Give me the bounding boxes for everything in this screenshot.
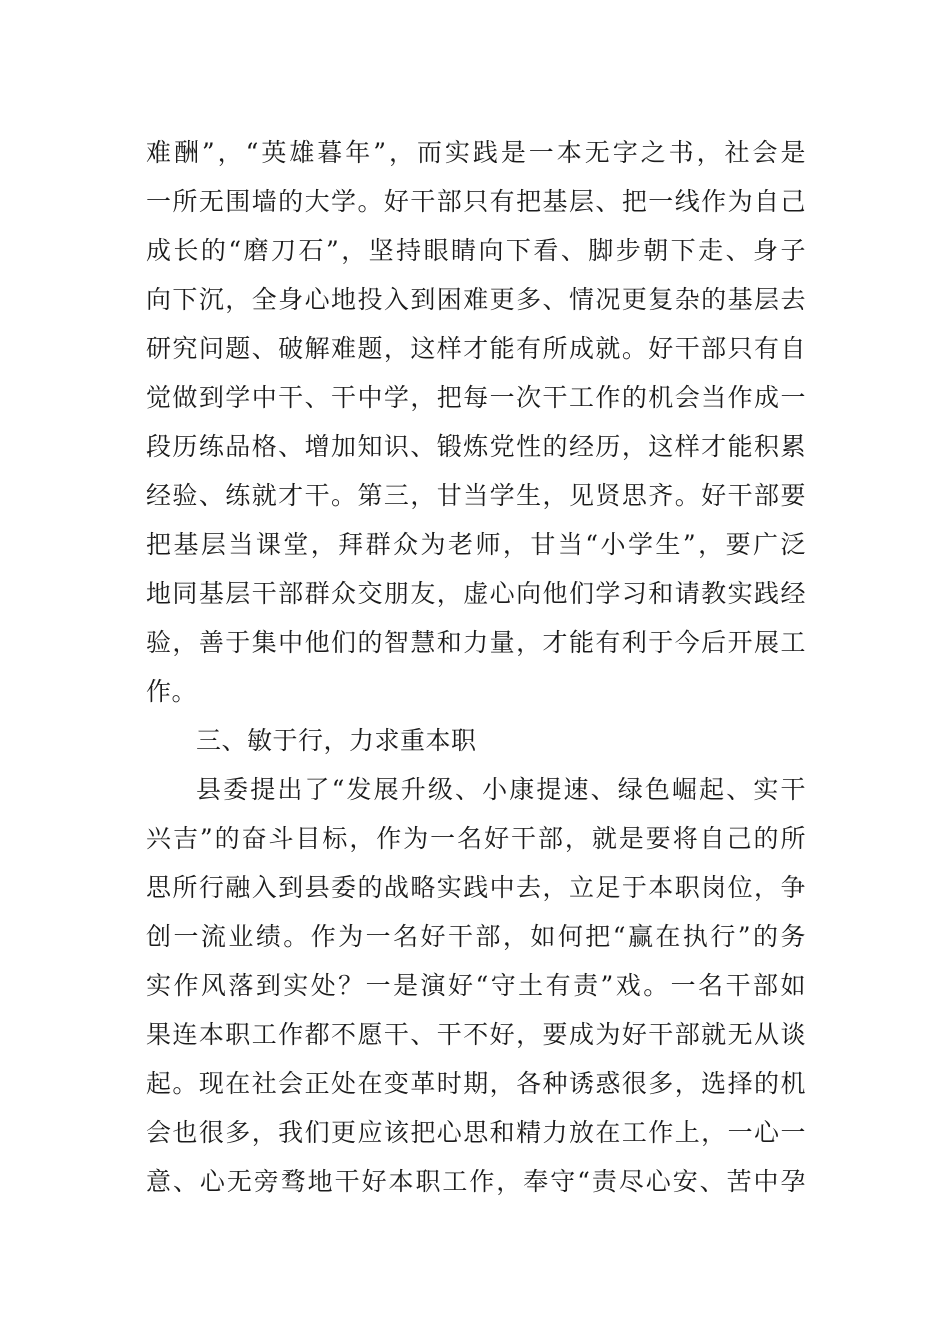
text-line: 创一流业绩。作为一名好干部，如何把“赢在执行”的务 xyxy=(146,922,806,951)
text-line: 会也很多，我们更应该把心思和精力放在工作上，一心一 xyxy=(146,1118,806,1147)
text-line: 难酬”，“英雄暮年”，而实践是一本无字之书，社会是 xyxy=(146,138,806,167)
text-line: 作。 xyxy=(146,677,198,706)
text-line: 段历练品格、增加知识、锻炼党性的经历，这样才能积累 xyxy=(146,432,806,461)
text-line: 兴吉”的奋斗目标，作为一名好干部，就是要将自己的所 xyxy=(146,824,806,853)
text-line: 起。现在社会正处在变革时期，各种诱惑很多，选择的机 xyxy=(146,1069,806,1098)
text-line: 觉做到学中干、干中学，把每一次干工作的机会当作成一 xyxy=(146,383,806,412)
text-line: 意、心无旁骛地干好本职工作，奉守“责尽心安、苦中孕 xyxy=(146,1167,806,1196)
text-line: 果连本职工作都不愿干、干不好，要成为好干部就无从谈 xyxy=(146,1020,806,1049)
text-line: 实作风落到实处？一是演好“守土有责”戏。一名干部如 xyxy=(146,971,806,1000)
text-line: 把基层当课堂，拜群众为老师，甘当“小学生”，要广泛 xyxy=(146,530,806,559)
text-line: 研究问题、破解难题，这样才能有所成就。好干部只有自 xyxy=(146,334,806,363)
text-line: 成长的“磨刀石”，坚持眼睛向下看、脚步朝下走、身子 xyxy=(146,236,806,265)
text-line: 思所行融入到县委的战略实践中去，立足于本职岗位，争 xyxy=(146,873,806,902)
text-line: 向下沉，全身心地投入到困难更多、情况更复杂的基层去 xyxy=(146,285,806,314)
text-line: 验，善于集中他们的智慧和力量，才能有利于今后开展工 xyxy=(146,628,806,657)
document-body xyxy=(146,128,806,1206)
text-line: 一所无围墙的大学。好干部只有把基层、把一线作为自己 xyxy=(146,187,806,216)
section-heading: 三、敏于行，力求重本职 xyxy=(196,726,477,755)
text-line: 经验、练就才干。第三，甘当学生，见贤思齐。好干部要 xyxy=(146,481,806,510)
text-line: 地同基层干部群众交朋友，虚心向他们学习和请教实践经 xyxy=(146,579,806,608)
paragraph-first-line: 县委提出了“发展升级、小康提速、绿色崛起、实干 xyxy=(196,775,806,804)
